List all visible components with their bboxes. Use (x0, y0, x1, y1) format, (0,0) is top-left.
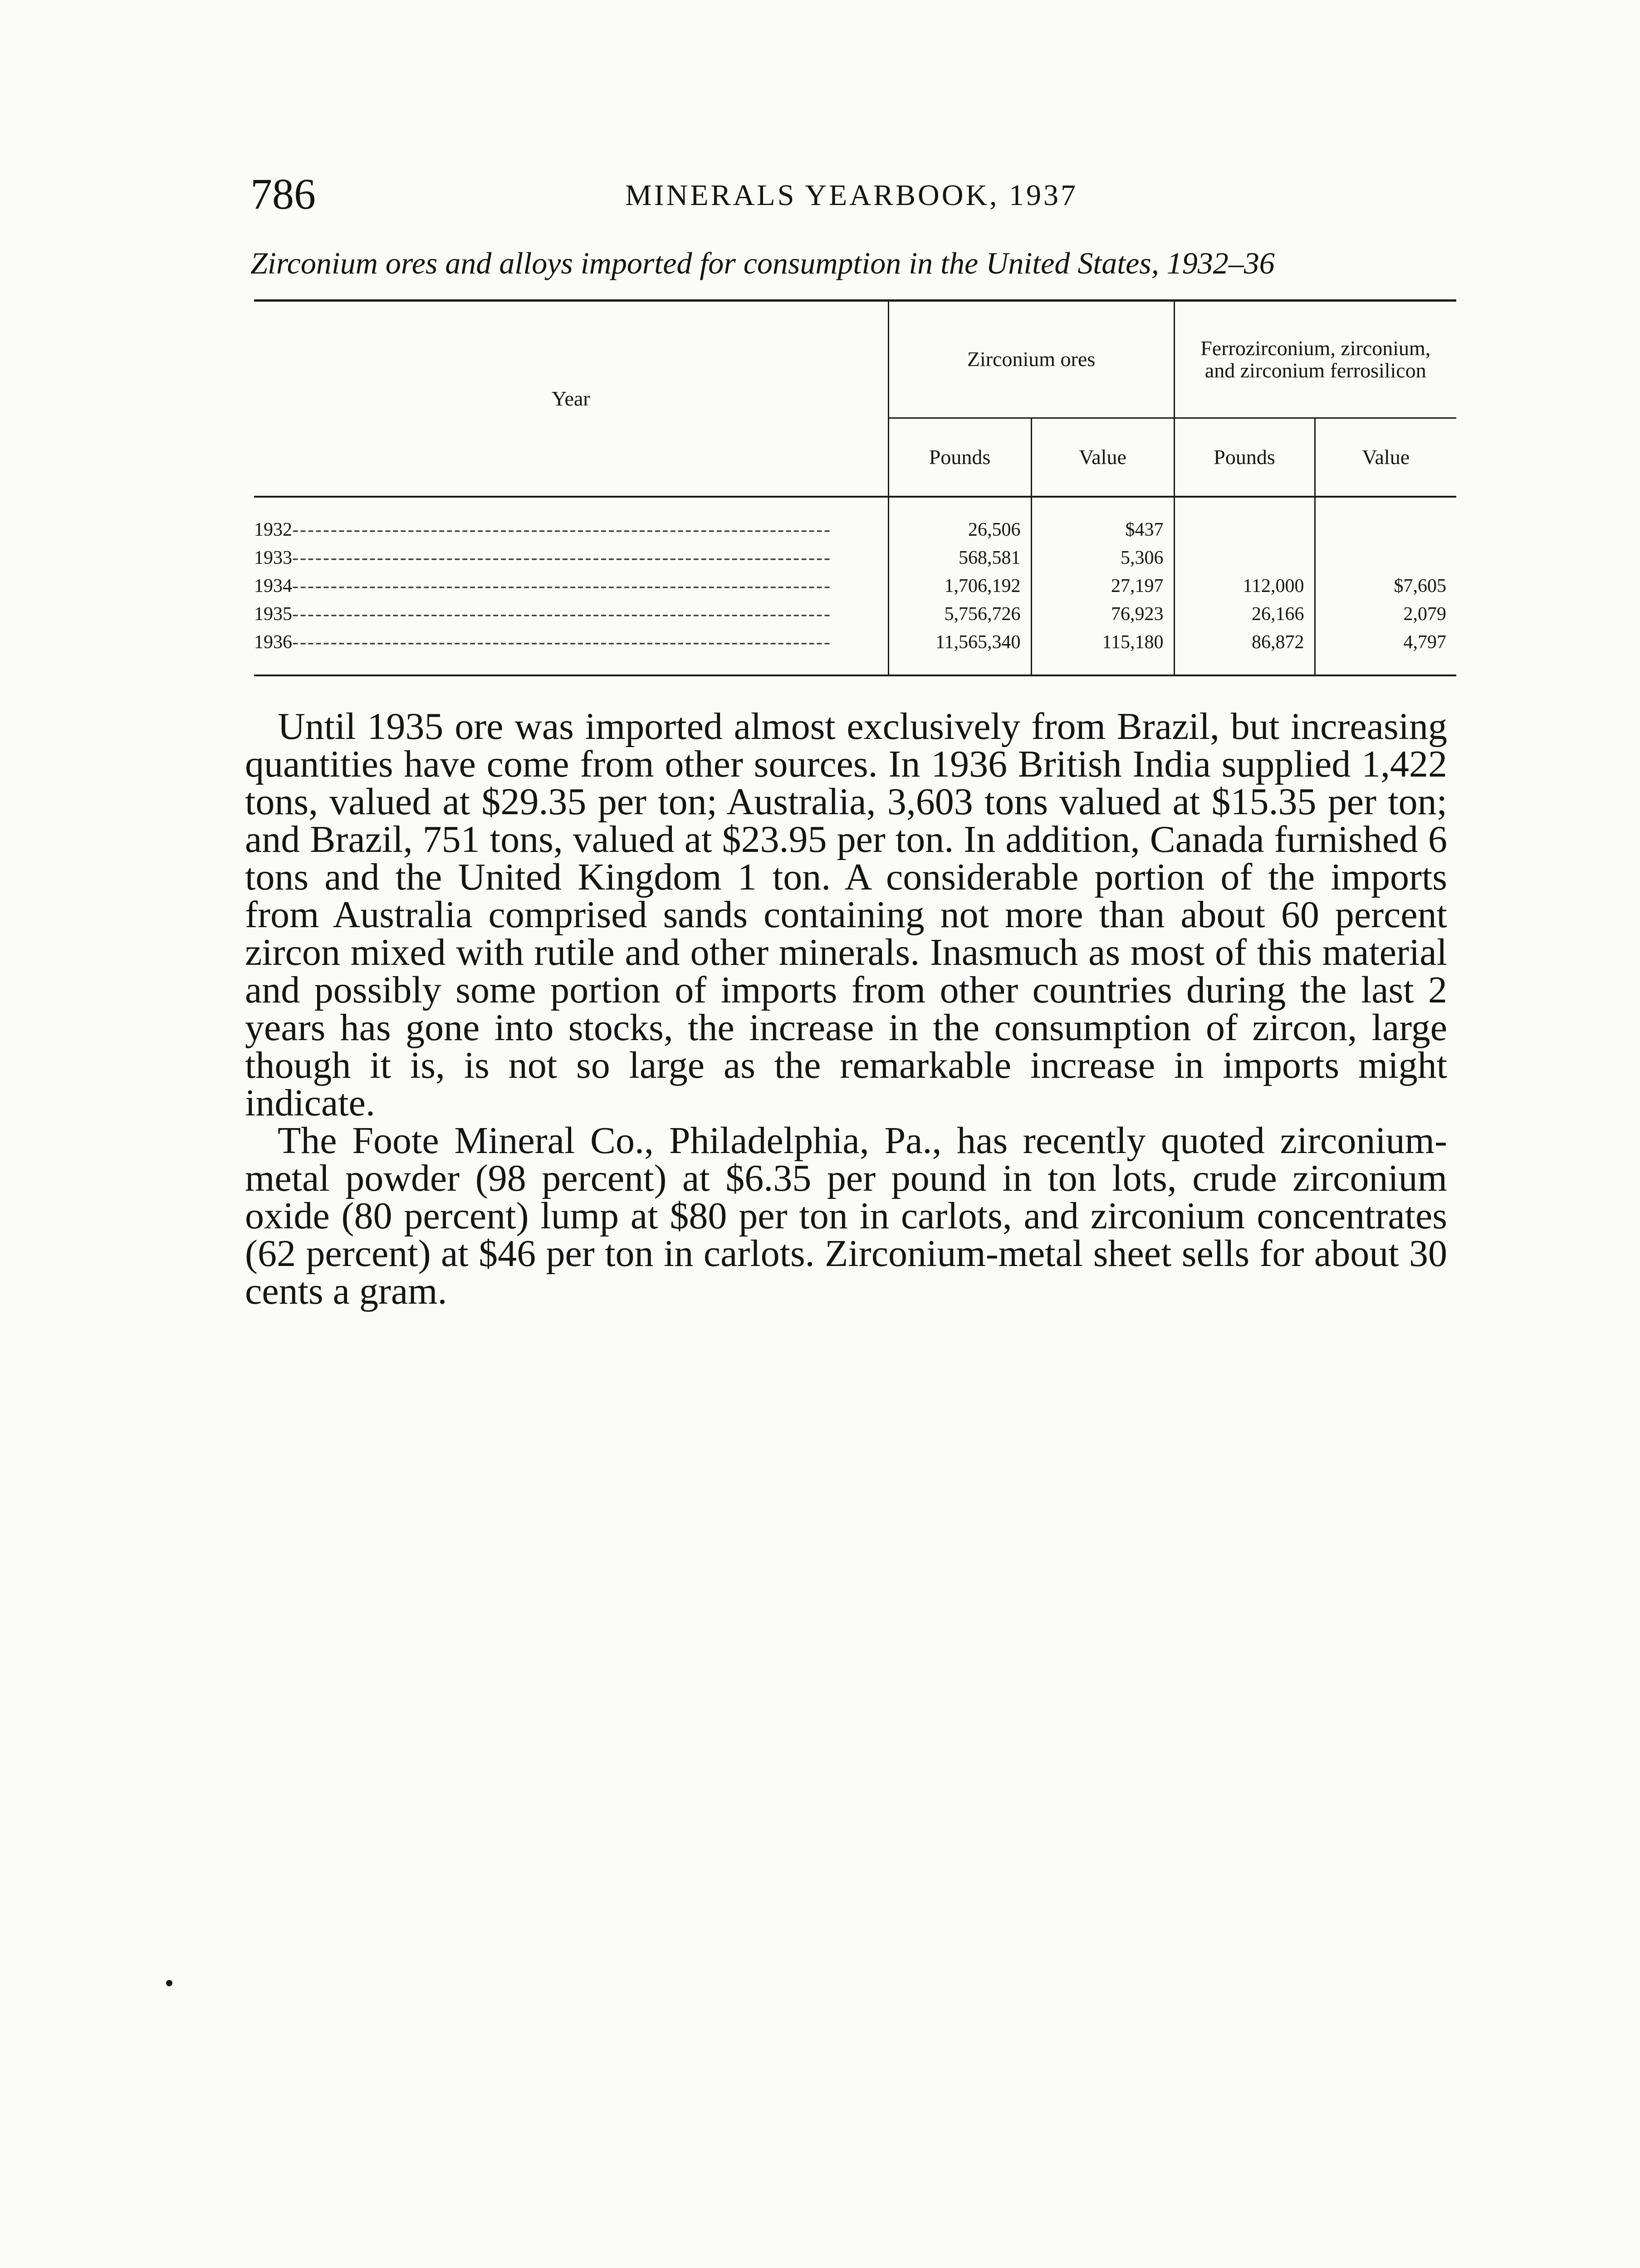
year-cell: 1934 (254, 576, 292, 596)
stray-ink-dot (166, 1980, 172, 1986)
ferro-value-cell: $7,605 (1315, 572, 1456, 600)
ferro-pounds-cell: 86,872 (1174, 628, 1315, 675)
zirconium-value-cell: 27,197 (1031, 572, 1174, 600)
body-text (245, 705, 1447, 1312)
ferro-value-cell: 4,797 (1315, 628, 1456, 675)
table-caption: Zirconium ores and alloys imported for consumption in the United States, 1932–36 (250, 246, 1275, 280)
zirconium-pounds-cell: 26,506 (888, 497, 1031, 544)
year-cell: 1936 (254, 632, 292, 653)
zirconium-pounds-header: Pounds (888, 418, 1031, 497)
zirconium-pounds-cell: 5,756,726 (888, 600, 1031, 628)
year-cell: 1935 (254, 604, 292, 625)
ferro-pounds-header: Pounds (1174, 418, 1315, 497)
year-cell: 1933 (254, 547, 292, 568)
page-number: 786 (250, 170, 316, 218)
zirconium-pounds-cell: 568,581 (888, 544, 1031, 572)
zirconium-value-header: Value (1031, 418, 1174, 497)
zirconium-value-cell: 115,180 (1031, 628, 1174, 675)
zirconium-value-cell: 76,923 (1031, 600, 1174, 628)
ferro-value-cell (1315, 497, 1456, 544)
paragraph-foote-prices: The Foote Mineral Co., Philadelphia, Pa., has recently quoted zirconium-metal powder (98 percent) at $6.35 per pound in ton lots, crude zirconium oxide (80 percent) lump at $80 per ton in carlots, and zirconium concentrates (62 percent) at $46 per ton in carlots. Zirconium-metal sheet sells for about 30 cents a gram. (245, 1119, 1447, 1312)
table-row: 1933---------------------------------------------------------------------- 568,581 5,306 (254, 544, 1456, 572)
zirconium-ores-header: Zirconium ores (888, 301, 1174, 418)
year-column-header: Year (254, 301, 888, 497)
year-cell: 1932 (254, 519, 292, 540)
paragraph-imports-by-country: Until 1935 ore was imported almost exclusively from Brazil, but increasing quantities have come from other sources. In 1936 British India supplied 1,422 tons, valued at $29.35 per ton; Australia, 3,603 tons valued at $15.35 per ton; and Brazil, 751 tons, valued at $23.95 per ton. In addition, Canada furnished 6 tons and the United Kingdom 1 ton. A considerable portion of the imports from Australia comprised sands containing not more than about 60 percent zircon mixed with rutile and other minerals. Inasmuch as most of this material and possibly some portion of imports from other countries during the last 2 years has gone into stocks, the increase in the consumption of zircon, large though it is, is not so large as the remarkable increase in imports might indicate. (245, 705, 1447, 1124)
ferro-pounds-cell (1174, 544, 1315, 572)
zirconium-pounds-cell: 11,565,340 (888, 628, 1031, 675)
zirconium-value-cell: 5,306 (1031, 544, 1174, 572)
table-row: 1935---------------------------------------------------------------------- 5,756,726 76,923 26,166 2,079 (254, 600, 1456, 628)
running-head (250, 172, 1453, 222)
book-title: MINERALS YEARBOOK, 1937 (625, 179, 1078, 212)
ferro-value-header: Value (1315, 418, 1456, 497)
imports-table (254, 299, 1456, 676)
table-row: 1934---------------------------------------------------------------------- 1,706,192 27,197 112,000 $7,605 (254, 572, 1456, 600)
zirconium-pounds-cell: 1,706,192 (888, 572, 1031, 600)
table-row: 1932---------------------------------------------------------------------- 26,506 $437 (254, 497, 1456, 544)
table-row: 1936---------------------------------------------------------------------- 11,565,340 115,180 86,872 4,797 (254, 628, 1456, 675)
zirconium-value-cell: $437 (1031, 497, 1174, 544)
ferro-value-cell: 2,079 (1315, 600, 1456, 628)
ferrozirconium-header: Ferrozirconium, zirconium, and zirconium ferrosilicon (1174, 301, 1456, 418)
ferro-pounds-cell: 112,000 (1174, 572, 1315, 600)
ferro-pounds-cell (1174, 497, 1315, 544)
ferro-pounds-cell: 26,166 (1174, 600, 1315, 628)
ferro-value-cell (1315, 544, 1456, 572)
